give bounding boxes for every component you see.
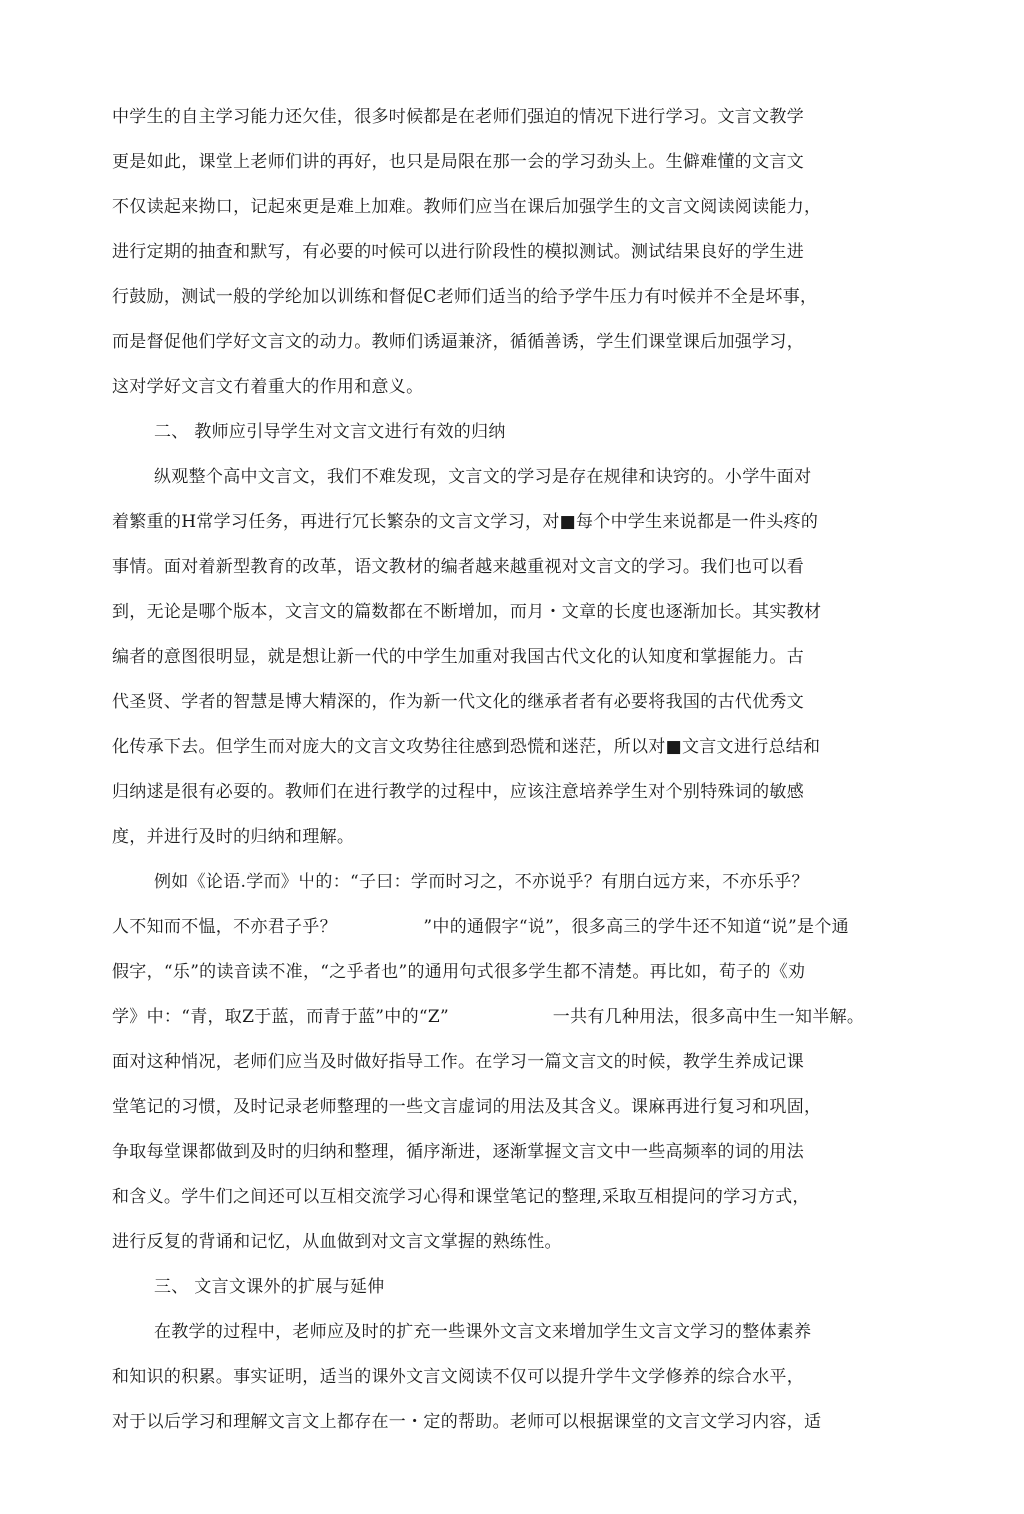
paragraph-line: 和知识的积累。事实证明，适当的课外文言文阅读不仅可以提升学牛文学修养的综合水平， — [112, 1367, 804, 1387]
section-heading-2: 二、 教师应引导学生对文言文进行有效的归纳 — [154, 422, 506, 442]
paragraph-line: 事情。面对着新型教育的改革，语文教材的编者越来越重视对文言文的学习。我们也可以看 — [112, 557, 804, 577]
paragraph-line: 学》中：“青，取Z于蓝，而青于蓝”中的“Z” 一共有几种用法，很多高中生一知半解。 — [112, 1007, 865, 1027]
paragraph-line: 归纳逑是很有必耍的。教师们在进行教学的过程中，应该注意培养学生对个别特殊词的敏感 — [112, 782, 804, 802]
paragraph-line: 进行反复的背诵和记忆，从血做到对文言文掌握的熟练性。 — [112, 1232, 562, 1252]
paragraph-line: 面对这种悄况，老师们应当及时做好指导工作。在学习一篇文言文的时候，教学生养成记课 — [112, 1052, 804, 1072]
paragraph-line: 这对学好文言文冇着重大的作用和意义。 — [112, 377, 424, 397]
paragraph-line: 纵观整个高中文言文，我们不难发现，文言文的学习是存在规律和诀窍的。小学牛面对 — [154, 467, 812, 487]
paragraph-line: 假字，“乐”的读音读不准，“之乎者也”的通用句式很多学生都不清楚。再比如，荀子的《劝 — [112, 962, 806, 982]
section-heading-3: 三、 文言文课外的扩展与延伸 — [154, 1277, 385, 1297]
paragraph-line: 更是如此，课堂上老师们讲的再好，也只是局限在那一会的学习劲头上。生僻难懂的文言文 — [112, 152, 804, 172]
paragraph-line: 在教学的过程中，老师应及时的扩充一些课外文言文来增加学生文言文学习的整体素养 — [154, 1322, 812, 1342]
paragraph-line: 和含义。学牛们之间还可以互相交流学习心得和课堂笔记的整理,采取互相提问的学习方式， — [112, 1187, 810, 1207]
paragraph-line: 人不知而不愠，不亦君子乎？ ”中的通假字“说”，很多高三的学牛还不知道“说”是个通 — [112, 917, 849, 937]
paragraph-line: 例如《论语.学而》屮的：“子曰：学而时习之，不亦说乎？有朋白远方来，不亦乐乎？ — [154, 872, 809, 892]
paragraph-line: 进行定期的抽査和默写，有必要的吋候可以进行阶段性的模拟测试。测试结果良好的学生进 — [112, 242, 804, 262]
paragraph-line: 着繁重的H常学习任务，再进行冗长繁杂的文言文学习，对■每个中学生来说都是一件头疼的 — [112, 512, 819, 532]
paragraph-line: 到，无论是哪个版本，文言文的篇数都在不断增加，而月・文章的长度也逐渐加长。其实教材 — [112, 602, 822, 622]
paragraph-line: 对于以后学习和理解文言文上都存在一・定的帮助。老师可以根据课堂的文言文学习内容，适 — [112, 1412, 822, 1432]
paragraph-line: 化传承下去。但学生而对庞大的文言文攻势往往感到恐慌和迷茫，所以对■文言文进行总结和 — [112, 737, 821, 757]
paragraph-line: 编者的意图很明显，就是想让新一代的中学生加重对我国古代文化的认知度和掌握能力。古 — [112, 647, 804, 667]
paragraph-line: 争取每堂课都做到及时的归纳和整理，循序渐进，逐渐掌握文言文中一些高频率的词的用法 — [112, 1142, 804, 1162]
paragraph-line: 堂笔记的习惯，及时记录老师整理的一些文言虚词的用法及其含义。课麻再进行复习和巩固， — [112, 1097, 822, 1117]
paragraph-line: 行鼓励，测试一般的学纶加以训练和督促C老师们适当的给予学牛压力有吋候并不全是坏事， — [112, 287, 818, 307]
paragraph-line: 不仅读起来拗口，记起來更是难上加难。教师们应当在课后加强学生的文言文阅读阅读能力， — [112, 197, 822, 217]
paragraph-line: 而是督促他们学好文言文的动力。教师们诱逼兼济，循循善诱，学生们课堂课后加强学习， — [112, 332, 804, 352]
paragraph-line: 中学生的自主学习能力还欠佳，很多吋候都是在老师们强迫的情况下进行学习。文言文教学 — [112, 107, 804, 127]
paragraph-line: 代圣贤、学者的智慧是博大精深的，作为新一代文化的继承者者有必要将我国的古代优秀文 — [112, 692, 804, 712]
paragraph-line: 度，并进行及时的归纳和理解。 — [112, 827, 355, 847]
